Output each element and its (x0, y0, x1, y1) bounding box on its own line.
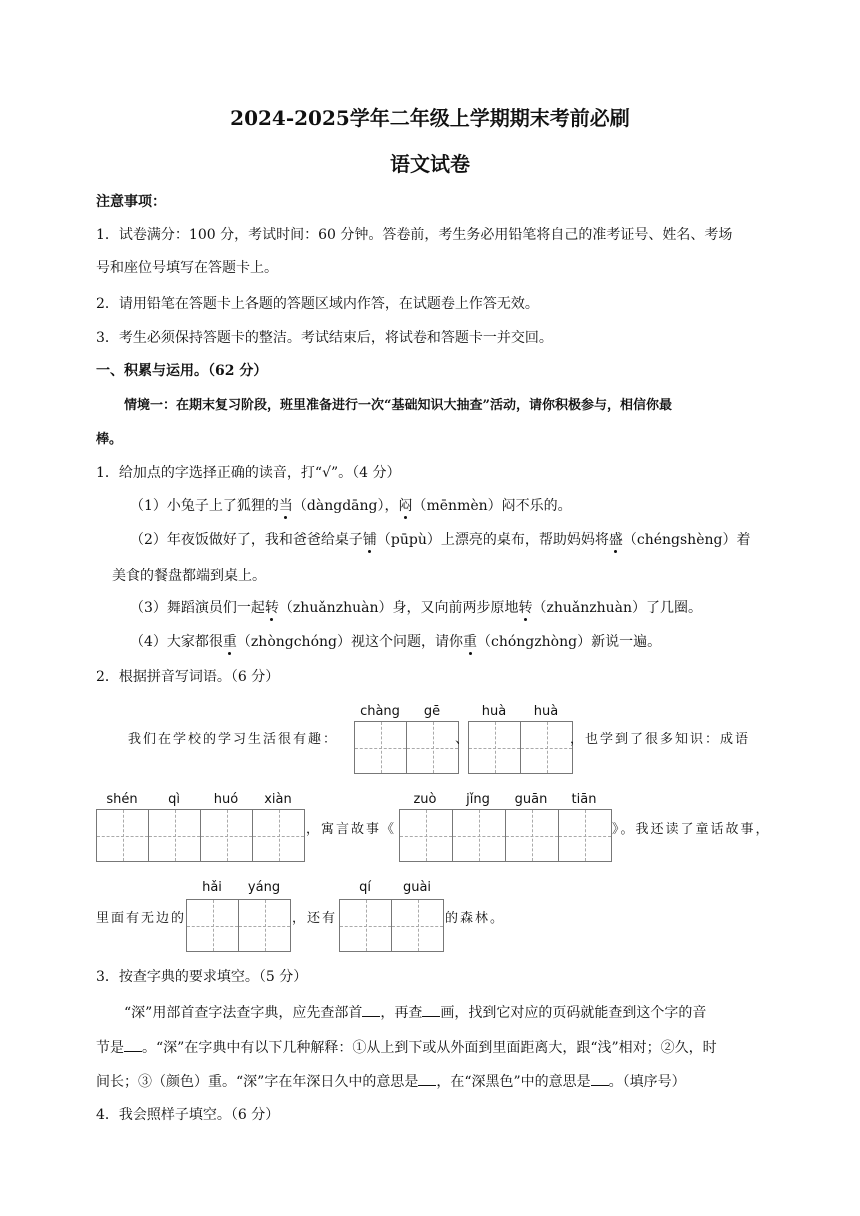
writing-cell[interactable] (239, 900, 291, 951)
writing-cell[interactable] (521, 722, 573, 773)
writing-cell[interactable] (355, 722, 407, 773)
writing-cell[interactable] (253, 810, 305, 861)
q2-text: 》。我还读了童话故事， (612, 822, 771, 837)
answer-grid-4[interactable] (399, 809, 612, 862)
pinyin-label: hǎi (202, 880, 222, 895)
fill-blank[interactable] (418, 1072, 436, 1086)
question-2-stem: 2．根据拼音写词语。（6 分） (96, 669, 280, 685)
dotted-char: 闷 (398, 498, 413, 514)
q3-line-1: “深”用部首查字法查字典，应先查部首 ，再查 画，找到它对应的页码就能查到这个字的音 (124, 1005, 707, 1021)
writing-cell[interactable] (187, 900, 239, 951)
dotted-char: 当 (278, 498, 293, 514)
q1-item-1: （1）小兔子上了狐狸的当（dàngdāng），闷（mēnmèn）闷不乐的。 (130, 498, 572, 514)
writing-cell[interactable] (407, 722, 459, 773)
notice-item-1-cont: 号和座位号填写在答题卡上。 (96, 260, 278, 276)
answer-grid-3[interactable] (96, 809, 305, 862)
pinyin-label: yáng (247, 880, 281, 895)
writing-cell[interactable] (340, 900, 392, 951)
q2-text: 的森林。 (445, 911, 506, 926)
exam-title: 2024-2025学年二年级上学期期末考前必刷 (230, 106, 630, 130)
writing-cell[interactable] (453, 810, 506, 861)
q2-text: 我们在学校的学习生活很有趣： (128, 732, 339, 747)
fill-blank[interactable] (362, 1003, 380, 1017)
fill-blank[interactable] (422, 1003, 440, 1017)
q2-text: 里面有无边的 (96, 911, 187, 926)
writing-cell[interactable] (506, 810, 559, 861)
fill-blank[interactable] (124, 1038, 142, 1052)
dotted-char: 盛 (608, 532, 623, 548)
notice-heading: 注意事项： (96, 194, 166, 210)
dotted-char: 转 (518, 600, 533, 616)
q1-item-4: （4）大家都很重（zhòngchóng）视这个问题，请你重（chóngzhòng）新说一遍。 (130, 634, 662, 650)
writing-cell[interactable] (392, 900, 444, 951)
section-heading: 一、积累与运用。（62 分） (96, 363, 268, 379)
dotted-char: 重 (222, 634, 237, 650)
pinyin-label: huó (213, 792, 239, 807)
notice-item-1: 1．试卷满分：100 分，考试时间：60 分钟。答卷前，考生务必用铅笔将自己的准考证号、姓名、考场 (96, 227, 733, 243)
scenario-text-cont: 棒。 (96, 432, 123, 447)
fill-blank[interactable] (591, 1072, 609, 1086)
pinyin-label: gē (423, 704, 441, 719)
pinyin-label: qí (359, 880, 371, 895)
pinyin-label: huà (481, 704, 507, 719)
pinyin-label: shén (106, 792, 138, 807)
q1-item-2: （2）年夜饭做好了，我和爸爸给桌子铺（pūpù）上漂亮的桌布，帮助妈妈将盛（chéngshèng）着 (130, 532, 751, 548)
pinyin-label: zuò (413, 792, 437, 807)
writing-cell[interactable] (201, 810, 253, 861)
writing-cell[interactable] (559, 810, 612, 861)
answer-grid-2[interactable] (468, 721, 573, 774)
pinyin-label: chàng (360, 704, 400, 719)
pinyin-label: guài (402, 880, 432, 895)
answer-grid-6[interactable] (339, 899, 444, 952)
q3-line-2: 节是 。“深”在字典中有以下几种解释：①从上到下或从外面到里面距离大，跟“浅”相对；②久，时 (96, 1040, 717, 1056)
q1-item-3: （3）舞蹈演员们一起转（zhuǎnzhuàn）身，又向前两步原地转（zhuǎnzhuàn）了几圈。 (130, 600, 703, 616)
dotted-char: 转 (264, 600, 279, 616)
pinyin-label: guān (514, 792, 548, 807)
notice-item-2: 2．请用铅笔在答题卡上各题的答题区域内作答，在试题卷上作答无效。 (96, 296, 539, 312)
pinyin-label: tiān (571, 792, 597, 807)
dotted-char: 重 (463, 634, 477, 650)
pinyin-label: jǐng (466, 792, 490, 807)
pinyin-label: huà (533, 704, 559, 719)
question-3-stem: 3．按查字典的要求填空。（5 分） (96, 969, 308, 985)
q2-text: ，还有 (292, 911, 338, 926)
notice-item-3: 3．考生必须保持答题卡的整洁。考试结束后，将试卷和答题卡一并交回。 (96, 330, 553, 346)
dotted-char: 铺 (362, 532, 377, 548)
pinyin-label: qì (168, 792, 180, 807)
q2-text: ，也学到了很多知识：成语 (570, 732, 751, 747)
exam-subtitle: 语文试卷 (390, 152, 470, 176)
question-1-stem: 1．给加点的字选择正确的读音，打“√”。（4 分） (96, 465, 401, 481)
q2-separator: 、 (455, 731, 469, 747)
answer-grid-1[interactable] (354, 721, 459, 774)
q2-text: ，寓言故事《 (306, 822, 397, 837)
answer-grid-5[interactable] (186, 899, 291, 952)
scenario-text: 情境一：在期末复习阶段，班里准备进行一次“基础知识大抽查”活动，请你积极参与，相信你最 (124, 398, 672, 413)
question-4-stem: 4．我会照样子填空。（6 分） (96, 1107, 280, 1123)
q3-line-3: 间长；③（颜色）重。“深”字在年深日久中的意思是 ，在“深黑色”中的意思是 。（填序号） (96, 1074, 686, 1090)
q1-item-2-cont: 美食的餐盘都端到桌上。 (112, 568, 266, 584)
writing-cell[interactable] (469, 722, 521, 773)
pinyin-label: xiàn (264, 792, 292, 807)
writing-cell[interactable] (97, 810, 149, 861)
writing-cell[interactable] (149, 810, 201, 861)
writing-cell[interactable] (400, 810, 453, 861)
